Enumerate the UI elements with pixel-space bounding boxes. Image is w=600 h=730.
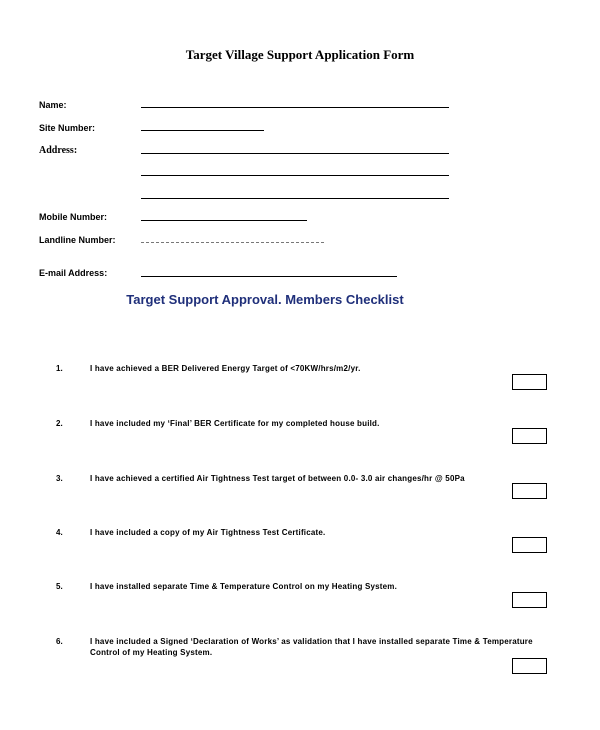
checklist-item-number: 4.	[56, 528, 63, 537]
checklist-item-number: 6.	[56, 637, 63, 646]
email-address-input-line[interactable]	[141, 276, 397, 277]
mobile-number-input-line[interactable]	[141, 220, 307, 221]
checklist-item-number: 5.	[56, 582, 63, 591]
landline-number-label: Landline Number:	[39, 235, 116, 245]
checklist-item-number: 2.	[56, 419, 63, 428]
checklist-item-text: I have included my ‘Final’ BER Certificate for my completed house build.	[90, 419, 380, 428]
address-input-line-1[interactable]	[141, 153, 449, 154]
name-label: Name:	[39, 100, 67, 110]
checklist-checkbox-3[interactable]	[512, 483, 547, 499]
site-number-label: Site Number:	[39, 123, 96, 133]
checklist-item-text: I have included a Signed ‘Declaration of Works’ as validation that I have installed separate Time & Temperature Control of my Heating System.	[90, 637, 533, 657]
checklist-item-number: 1.	[56, 364, 63, 373]
checklist-item-text: I have included a copy of my Air Tightness Test Certificate.	[90, 528, 326, 537]
checklist-item-text: I have achieved a BER Delivered Energy Target of <70KW/hrs/m2/yr.	[90, 364, 361, 373]
checklist-item-text: I have achieved a certified Air Tightness Test target of between 0.0- 3.0 air changes/hr @ 50Pa	[90, 474, 465, 483]
checklist-checkbox-2[interactable]	[512, 428, 547, 444]
checklist-checkbox-1[interactable]	[512, 374, 547, 390]
site-number-input-line[interactable]	[141, 130, 264, 131]
landline-number-input-line[interactable]	[141, 242, 324, 243]
address-input-line-3[interactable]	[141, 198, 449, 199]
checklist-title: Target Support Approval. Members Checklist	[126, 292, 404, 307]
checklist-item-text: I have installed separate Time & Temperature Control on my Heating System.	[90, 582, 398, 591]
checklist-checkbox-4[interactable]	[512, 537, 547, 553]
name-input-line[interactable]	[141, 107, 449, 108]
checklist-checkbox-6[interactable]	[512, 658, 547, 674]
address-label: Address:	[39, 145, 78, 156]
checklist-item-number: 3.	[56, 474, 63, 483]
mobile-number-label: Mobile Number:	[39, 212, 108, 222]
email-address-label: E-mail Address:	[39, 268, 108, 278]
form-title: Target Village Support Application Form	[185, 47, 415, 62]
checklist-checkbox-5[interactable]	[512, 592, 547, 608]
address-input-line-2[interactable]	[141, 175, 449, 176]
